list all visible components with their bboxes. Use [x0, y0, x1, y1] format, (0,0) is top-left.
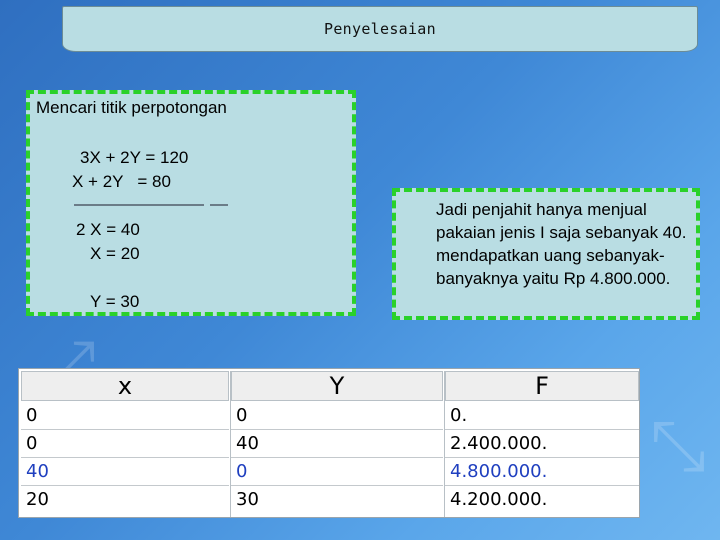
minus-sign: [210, 204, 228, 206]
result-table: [18, 368, 640, 518]
table-cell-highlight: 40: [21, 458, 229, 486]
table-header-x: x: [21, 371, 229, 401]
intersection-box: [26, 90, 356, 316]
page-title: Penyelesaian: [324, 20, 436, 38]
subtraction-line: [74, 204, 204, 206]
table-cell: 0: [231, 402, 443, 430]
table-cell: 40: [231, 430, 443, 458]
table-header-f: F: [445, 371, 639, 401]
equation-4: X = 20: [90, 244, 140, 263]
conclusion-box: [392, 188, 700, 320]
table-cell: 0: [21, 402, 229, 430]
arrow-decoration-icon: ⤢: [40, 324, 96, 406]
intersection-heading: Mencari titik perpotongan: [36, 98, 227, 117]
table-cell: 4.200.000.: [450, 489, 548, 510]
table-cell: 0: [21, 430, 229, 458]
table-cell: 30: [236, 489, 259, 510]
table-cell-highlight: 4.800.000.: [445, 458, 639, 486]
arrow-decoration-icon: ⤡: [650, 404, 706, 486]
equation-5: Y = 30: [90, 292, 140, 311]
equation-2: X + 2Y = 80: [72, 172, 171, 191]
title-banner: [62, 6, 698, 52]
table-cell: 20: [26, 489, 49, 510]
table-cell: 0.: [445, 402, 639, 430]
equation-3: 2 X = 40: [76, 220, 140, 239]
table-header-y: Y: [231, 371, 443, 401]
table-cell: 2.400.000.: [445, 430, 639, 458]
equation-1: 3X + 2Y = 120: [80, 148, 189, 167]
conclusion-text: Jadi penjahit hanya menjual pakaian jenis I saja sebanyak 40. mendapatkan uang sebanyak-banyaknya yaitu Rp 4.800.000.: [436, 200, 687, 288]
table-cell-highlight: 0: [231, 458, 443, 486]
